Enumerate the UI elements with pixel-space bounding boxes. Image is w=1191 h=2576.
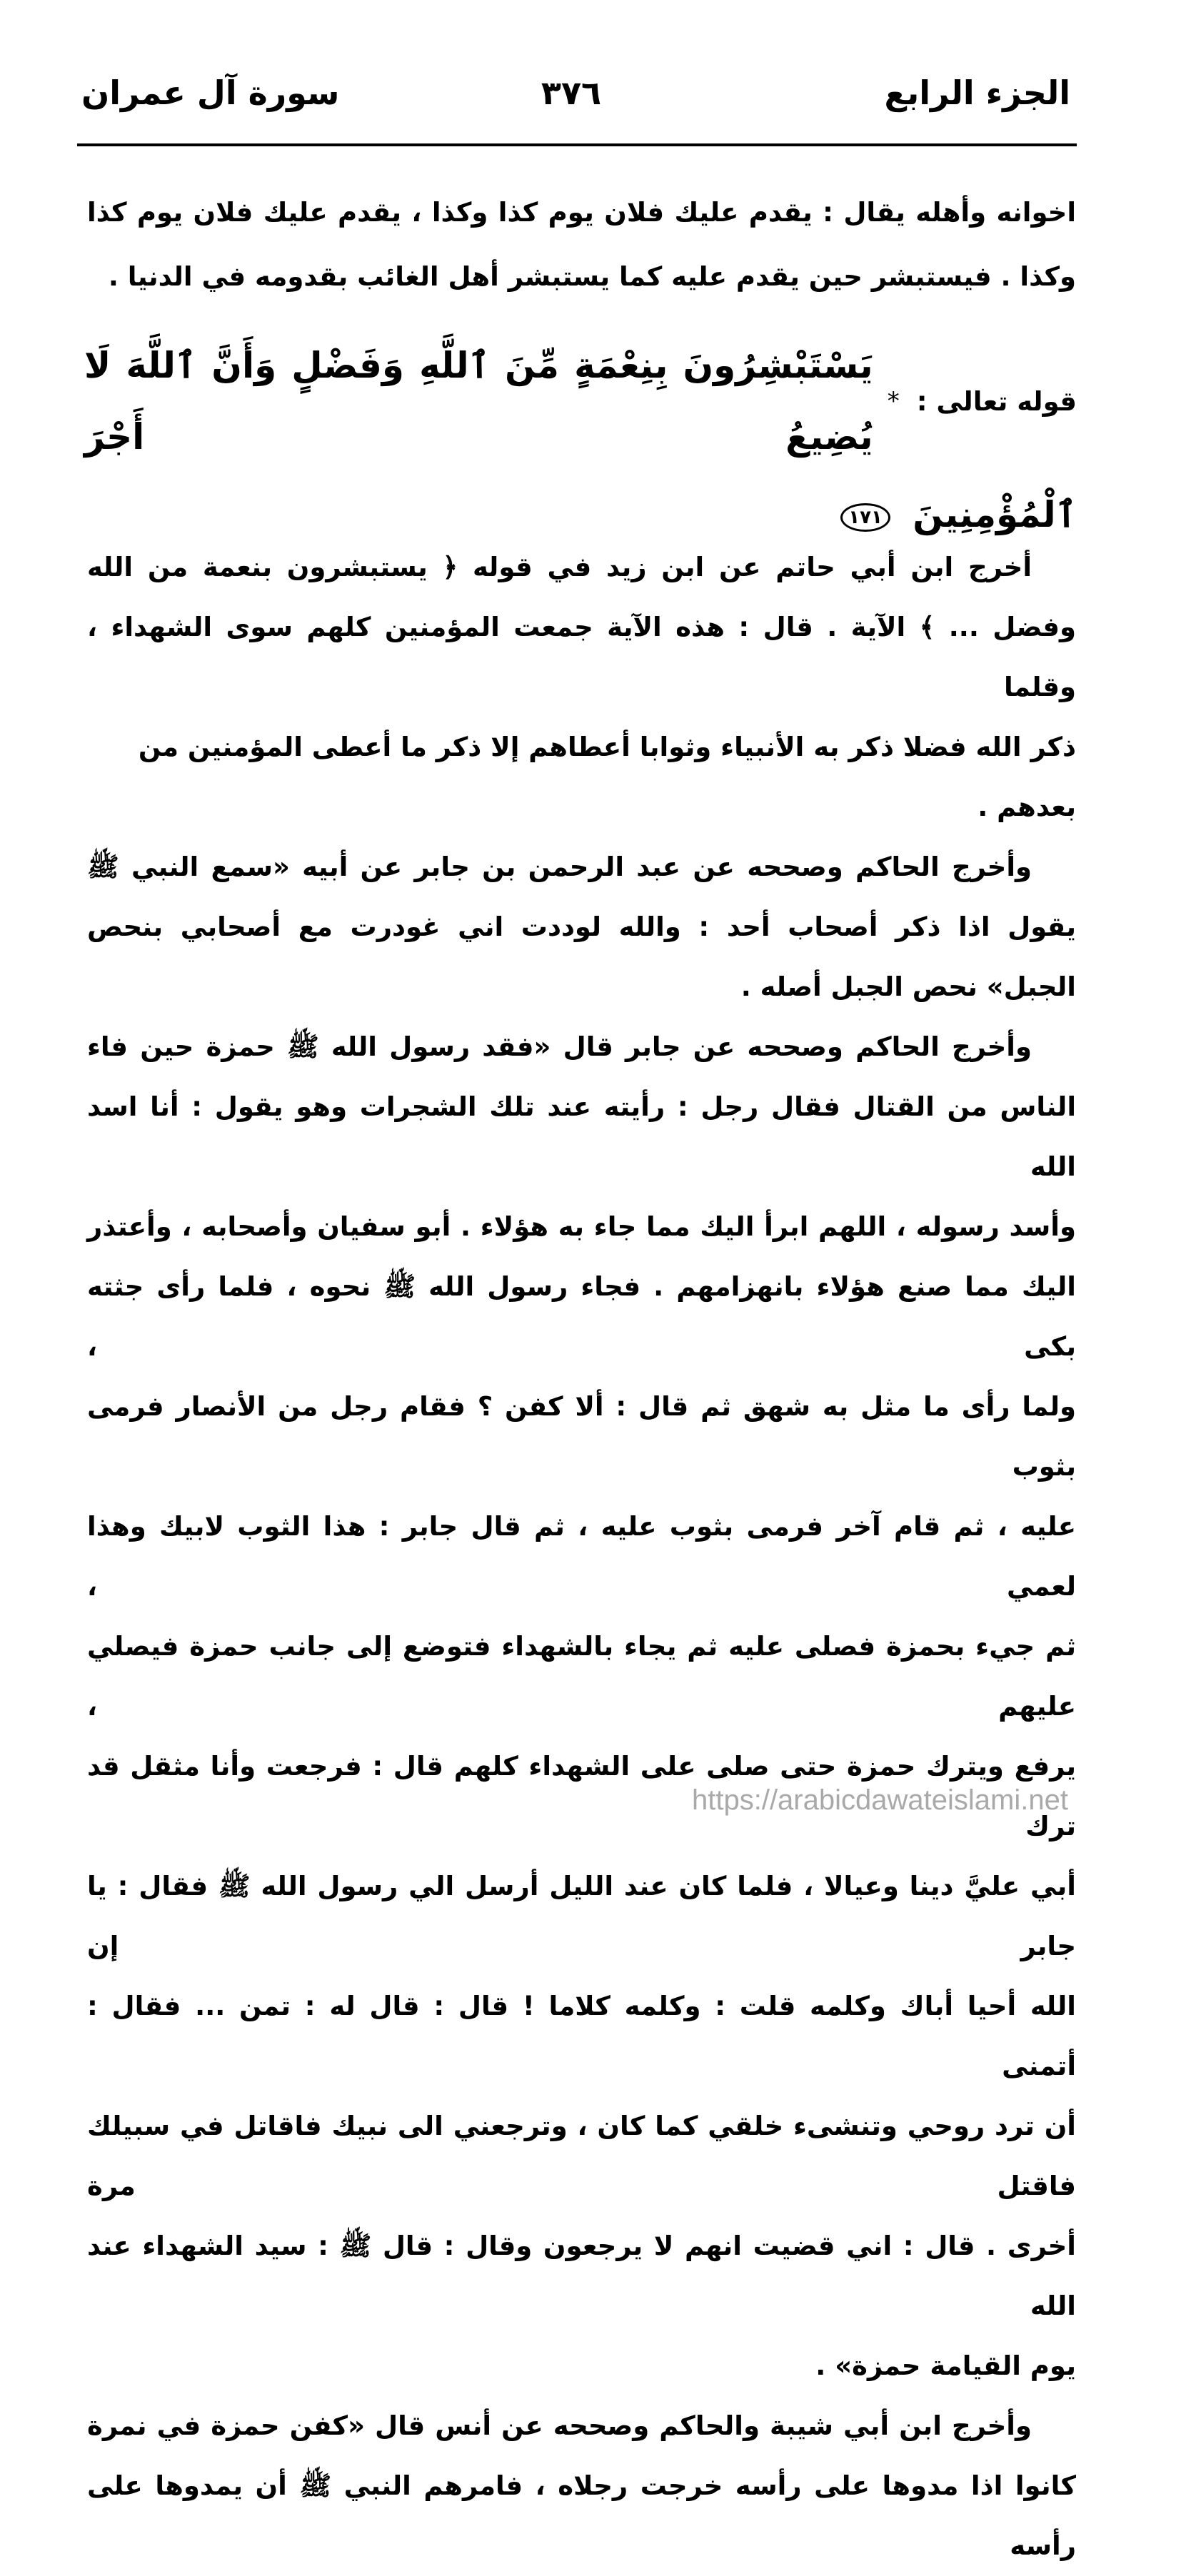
paragraph-3-line: الناس من القتال فقال رجل : رأيته عند تلك الشجرات وهو يقول : أنا اسد الله (87, 1091, 1076, 1182)
commentary-paragraphs (87, 537, 1076, 2576)
verse-text-line1: يَسْتَبْشِرُونَ بِنِعْمَةٍ مِّنَ ٱللَّهِ وَفَضْلٍ وَأَنَّ ٱللَّهَ لَا يُضِيعُ أَجْرَ (84, 345, 873, 458)
paragraph-3-line: عليه ، ثم قام آخر فرمى بثوب عليه ، ثم قال جابر : هذا الثوب لابيك وهذا لعمي ، (87, 1511, 1076, 1602)
paragraph-3-line: اليك مما صنع هؤلاء بانهزامهم . فجاء رسول الله ﷺ نحوه ، فلما رأى جثته بكى ، (87, 1271, 1076, 1362)
paragraph-1-line: أخرج ابن أبي حاتم عن ابن زيد في قوله ﴿ يستبشرون بنعمة من الله (87, 552, 1032, 582)
text-line: اخوانه وأهله يقال : يقدم عليك فلان يوم كذا وكذا ، يقدم عليك فلان يوم كذا (87, 197, 1076, 228)
verse-text-line2: ٱلْمُؤْمِنِينَ (913, 494, 1077, 535)
paragraph-1-line: ذكر الله فضلا ذكر به الأنبياء وثوابا أعطاهم إلا ذكر ما أعطى المؤمنين من بعدهم . (138, 732, 1076, 822)
paragraph-3-line: أخرى . قال : اني قضيت انهم لا يرجعون وقال : قال ﷺ : سيد الشهداء عند الله (87, 2231, 1076, 2321)
running-header-surah: سورة آل عمران (81, 74, 340, 112)
paragraph-3-line: ولما رأى ما مثل به شهق ثم قال : ألا كفن ؟ فقام رجل من الأنصار فرمى بثوب (87, 1391, 1076, 1482)
text-line: وكذا . فيستبشر حين يقدم عليه كما يستبشر أهل الغائب بقدومه في الدنيا . (108, 261, 1076, 292)
paragraph-3-line: وأسد رسوله ، اللهم ابرأ اليك مما جاء به هؤلاء . أبو سفيان وأصحابه ، وأعتذر (87, 1211, 1076, 1242)
page-number: ٣٧٦ (541, 74, 602, 112)
watermark-url: https://arabicdawateislami.net (692, 1784, 1068, 1816)
verse-label: قوله تعالى : (916, 385, 1077, 417)
ayah-number-marker: ١٧١ (840, 503, 890, 532)
star-icon: * (887, 387, 900, 415)
paragraph-3-line: ثم جيء بحمزة فصلى عليه ثم يجاء بالشهداء فتوضع إلى جانب حمزة فيصلي عليهم ، (87, 1631, 1076, 1722)
paragraph-3-line: يوم القيامة حمزة» . (815, 2350, 1076, 2381)
paragraph-3-line: أن ترد روحي وتنشىء خلقي كما كان ، وترجعني الى نبيك فاقاتل في سبيلك فاقتل مرة (87, 2111, 1076, 2201)
paragraph-3-line: وأخرج الحاكم وصححه عن جابر قال «فقد رسول الله ﷺ حمزة حين فاء (87, 1031, 1032, 1062)
paragraph-3-line: الله أحيا أباك وكلمه قلت : وكلمه كلاما ! قال : قال له : تمن ... فقال : أتمنى (87, 1991, 1076, 2081)
paragraph-2-line: وأخرج الحاكم وصححه عن عبد الرحمن بن جابر عن أبيه «سمع النبي ﷺ (87, 852, 1032, 882)
header-rule (77, 143, 1077, 146)
paragraph-1-line: وفضل ... ﴾ الآية . قال : هذه الآية جمعت المؤمنين كلهم سوى الشهداء ، وقلما (87, 612, 1076, 702)
paragraph-4-line: كانوا اذا مدوها على رأسه خرجت رجلاه ، فامرهم النبي ﷺ أن يمدوها على رأسه (87, 2470, 1076, 2561)
paragraph-2-line: الجبل» نحص الجبل أصله . (740, 971, 1076, 1002)
quran-verse (84, 330, 1077, 565)
intro-paragraph (87, 181, 1076, 309)
paragraph-4-line: وأخرج ابن أبي شيبة والحاكم وصححه عن أنس قال «كفن حمزة في نمرة (87, 2410, 1032, 2441)
paragraph-3-line: يرفع ويترك حمزة حتى صلى على الشهداء كلهم قال : فرجعت وأنا مثقل قد ترك (87, 1751, 1076, 1842)
paragraph-3-line: أبي عليَّ دينا وعيالا ، فلما كان عند الليل أرسل الي رسول الله ﷺ فقال : يا جابر إن (87, 1871, 1076, 1961)
paragraph-2-line: يقول اذا ذكر أصحاب أحد : والله لوددت اني غودرت مع أصحابي بنحص (87, 911, 1076, 942)
running-header-part: الجزء الرابع (884, 74, 1070, 112)
